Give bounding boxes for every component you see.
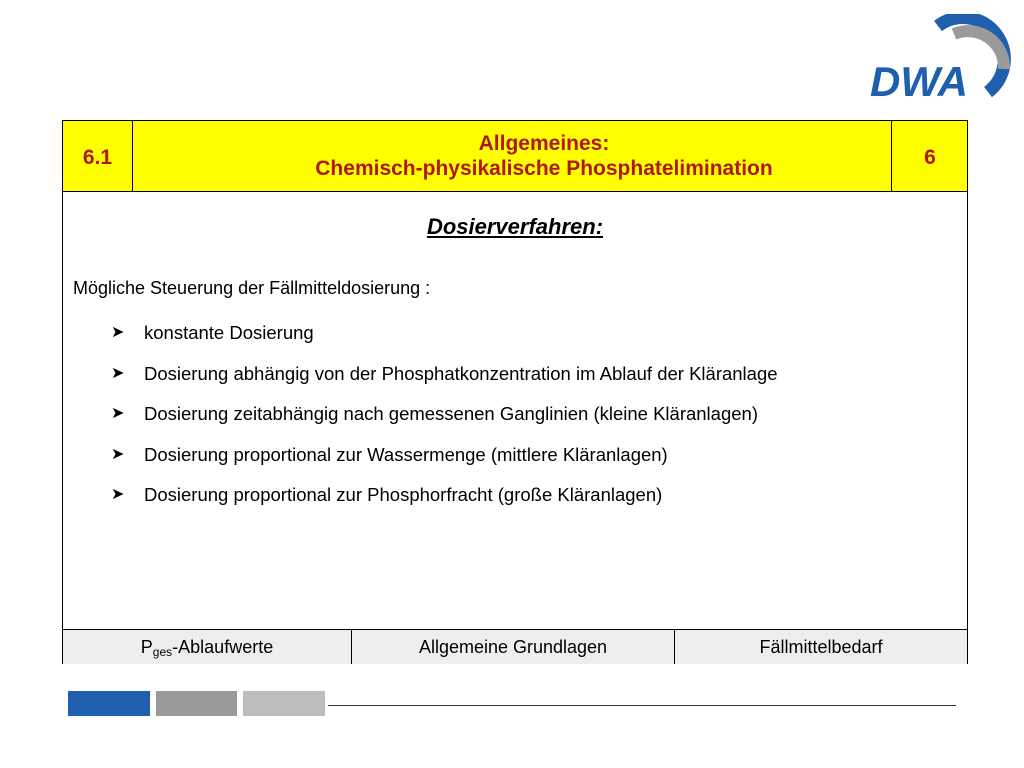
slide-header: [63, 121, 967, 192]
link-pges-main: P: [140, 636, 153, 657]
list-item-text: Dosierung zeitabhängig nach gemessenen Ganglinien (kleine Kläranlagen): [144, 403, 758, 424]
dwa-logo-text: DWA: [870, 58, 968, 104]
link-pges-sub: ges: [152, 645, 173, 659]
footer-rule: [328, 705, 956, 706]
arrow-bullet-icon: ➤: [111, 445, 125, 463]
slide-frame: [62, 120, 968, 664]
list-item-text: konstante Dosierung: [144, 322, 314, 343]
bar-blue: [68, 691, 150, 716]
list-item-text: Dosierung proportional zur Phosphorfracht (große Kläranlagen): [144, 484, 663, 505]
slide-content: [63, 192, 967, 629]
section-title: Dosierverfahren:: [426, 214, 604, 239]
intro-text: Mögliche Steuerung der Fällmitteldosierung :: [73, 278, 431, 298]
list-item-text: Dosierung abhängig von der Phosphatkonzentration im Ablauf der Kläranlage: [144, 362, 778, 384]
chapter-number: 6: [891, 121, 968, 191]
bullet-list: [111, 322, 778, 525]
arrow-bullet-icon: ➤: [111, 364, 125, 382]
slide-title-line1: Allgemeines:: [478, 132, 610, 155]
list-item: [111, 403, 778, 444]
section-number: 6.1: [63, 121, 133, 191]
dwa-logo: [868, 14, 1014, 104]
list-item: [111, 484, 778, 525]
arrow-bullet-icon: ➤: [111, 486, 125, 503]
link-allgemeine-grundlagen[interactable]: Allgemeine Grundlagen: [351, 630, 674, 664]
slide-title: [133, 121, 955, 191]
arrow-bullet-icon: ➤: [111, 324, 125, 341]
link-pges-ablaufwerte[interactable]: [63, 630, 351, 664]
bar-light-gray: [243, 691, 325, 716]
footer-nav: [63, 629, 967, 664]
slide-title-line2: Chemisch-physikalische Phosphatelimination: [315, 157, 773, 180]
list-item: [111, 322, 778, 363]
list-item-text: Dosierung proportional zur Wassermenge (mittlere Kläranlagen): [144, 443, 668, 465]
bar-gray: [156, 691, 237, 716]
link-pges-rest: -Ablaufwerte: [172, 636, 274, 657]
arrow-bullet-icon: ➤: [111, 405, 125, 422]
list-item: [111, 444, 778, 485]
list-item: [111, 363, 778, 404]
link-faellmittelbedarf[interactable]: Fällmittelbedarf: [674, 630, 967, 664]
